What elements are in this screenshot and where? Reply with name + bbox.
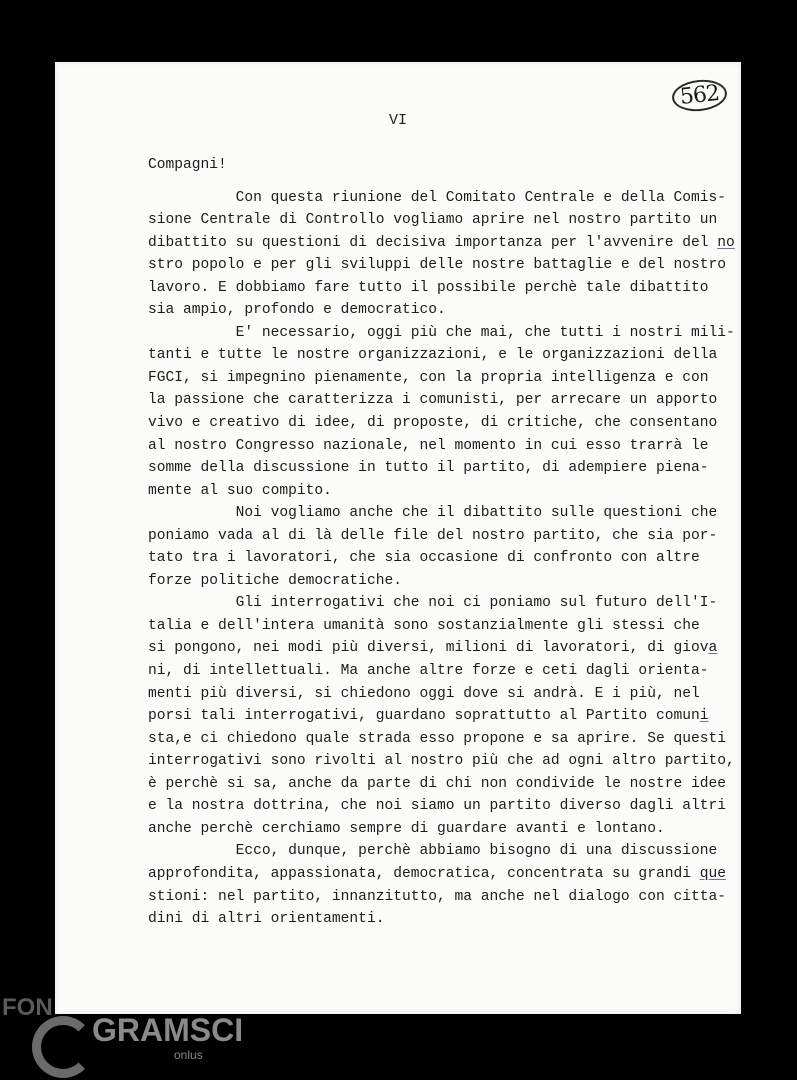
text-line (148, 592, 728, 615)
underlined-syllable: que (699, 865, 727, 882)
text-line (148, 480, 728, 503)
text-line-content: è perchè si sa, anche da parte di chi non condivide le nostre idee (148, 775, 727, 792)
text-line-content: vivo e creativo di idee, di proposte, di critiche, che consentano (148, 415, 718, 432)
text-line (148, 886, 728, 909)
text-line-content: ni, di intellettuali. Ma anche altre forze e ceti dagli orienta- (148, 663, 709, 680)
text-line-content: Noi vogliamo anche che il dibattito sulle questioni che (148, 505, 718, 522)
text-line-content: Gli interrogativi che noi ci poniamo sul futuro dell'I- (148, 595, 718, 612)
text-line (148, 277, 728, 300)
text-line (148, 570, 728, 593)
text-line (148, 344, 728, 367)
text-line (148, 818, 728, 841)
text-line (148, 615, 728, 638)
text-line-content: sione Centrale di Controllo vogliamo aprire nel nostro partito un (148, 212, 718, 229)
text-line (148, 637, 728, 660)
text-line-content: anche perchè cerchiamo sempre di guardare avanti e lontano. (148, 820, 665, 837)
text-line-content: si pongono, nei modi più diversi, milioni di lavoratori, di giov (148, 640, 709, 657)
document-body (148, 154, 735, 931)
text-line (148, 457, 728, 480)
text-line (148, 660, 728, 683)
paragraph-gap (148, 177, 728, 187)
text-line-content: mente al suo compito. (148, 482, 332, 499)
text-line-content: lavoro. E dobbiamo fare tutto il possibile perchè tale dibattito (148, 279, 709, 296)
text-line-content: dibattito su questioni di decisiva importanza per l'avvenire del (148, 234, 718, 251)
text-line (148, 547, 728, 570)
text-line-content: al nostro Congresso nazionale, nel momento in cui esso trarrà le (148, 437, 709, 454)
text-line (148, 299, 728, 322)
text-line-content: stioni: nel partito, innanzitutto, ma anche nel dialogo con citta- (148, 888, 727, 905)
text-line-content: sta,e ci chiedono quale strada esso propone e sa aprire. Se questi (148, 730, 727, 747)
text-line (148, 863, 728, 886)
text-line-content: FGCI, si impegnino pienamente, con la propria intelligenza e con (148, 369, 709, 386)
text-line-content: talia e dell'intera umanità sono sostanzialmente gli stessi che (148, 617, 700, 634)
text-line (148, 502, 728, 525)
text-line (148, 367, 728, 390)
text-line (148, 209, 728, 232)
text-line-content: Compagni! (148, 157, 227, 173)
underlined-syllable: i (699, 708, 709, 725)
logo-ring-icon (32, 1016, 94, 1078)
text-line (148, 254, 728, 277)
text-line (148, 773, 728, 796)
text-line-content: e la nostra dottrina, che noi siamo un partito diverso dagli altri (148, 798, 727, 815)
text-line (148, 232, 735, 255)
watermark-fon: FON (2, 994, 53, 1021)
text-line-content: E' necessario, oggi più che mai, che tutti i nostri mili- (148, 324, 735, 341)
text-line (148, 322, 735, 345)
text-line-content: dini di altri orientamenti. (148, 911, 385, 928)
text-line (148, 187, 728, 210)
text-line-content: Ecco, dunque, perchè abbiamo bisogno di una discussione (148, 843, 718, 860)
text-line (148, 412, 728, 435)
text-line-content: porsi tali interrogativi, guardano soprattutto al Partito comun (148, 708, 700, 725)
text-line-content: interrogativi sono rivolti al nostro più che ad ogni altro partito, (148, 753, 735, 770)
text-line-content: menti più diversi, si chiedono oggi dove si andrà. E i più, nel (148, 685, 700, 702)
text-line-content: forze politiche democratiche. (148, 572, 402, 589)
section-numeral: VI (388, 112, 407, 129)
text-line (148, 683, 728, 706)
underlined-syllable: a (708, 640, 718, 657)
text-line (148, 750, 735, 773)
watermark-onlus: onlus (174, 1048, 203, 1062)
watermark-gramsci: GRAMSCI (92, 1012, 244, 1048)
text-line (148, 435, 728, 458)
underlined-syllable: no (717, 234, 735, 251)
text-line (148, 705, 728, 728)
text-line (148, 908, 728, 931)
text-line (148, 389, 728, 412)
text-line (148, 728, 728, 751)
text-line-content: Con questa riunione del Comitato Centrale e della Comis- (148, 189, 727, 206)
text-line-content: sia ampio, profondo e democratico. (148, 302, 446, 319)
text-line (148, 840, 728, 863)
text-line-content: somme della discussione in tutto il partito, di adempiere piena- (148, 460, 709, 477)
text-line-content: tanti e tutte le nostre organizzazioni, e le organizzazioni della (148, 347, 718, 364)
page-number-stamp: 562 (671, 77, 729, 114)
text-line-content: la passione che caratterizza i comunisti, per arrecare un apporto (148, 392, 718, 409)
text-line-content: poniamo vada al di là delle file del nostro partito, che sia por- (148, 527, 718, 544)
document-page (55, 62, 741, 1014)
text-line-content: tato tra i lavoratori, che sia occasione di confronto con altre (148, 550, 700, 567)
text-line (148, 795, 728, 818)
text-line-content: stro popolo e per gli sviluppi delle nostre battaglie e del nostro (148, 257, 727, 274)
text-line (148, 154, 728, 177)
fondazione-gramsci-watermark (0, 988, 244, 1078)
text-line-content: approfondita, appassionata, democratica, concentrata su grandi (148, 865, 700, 882)
text-line (148, 525, 728, 548)
